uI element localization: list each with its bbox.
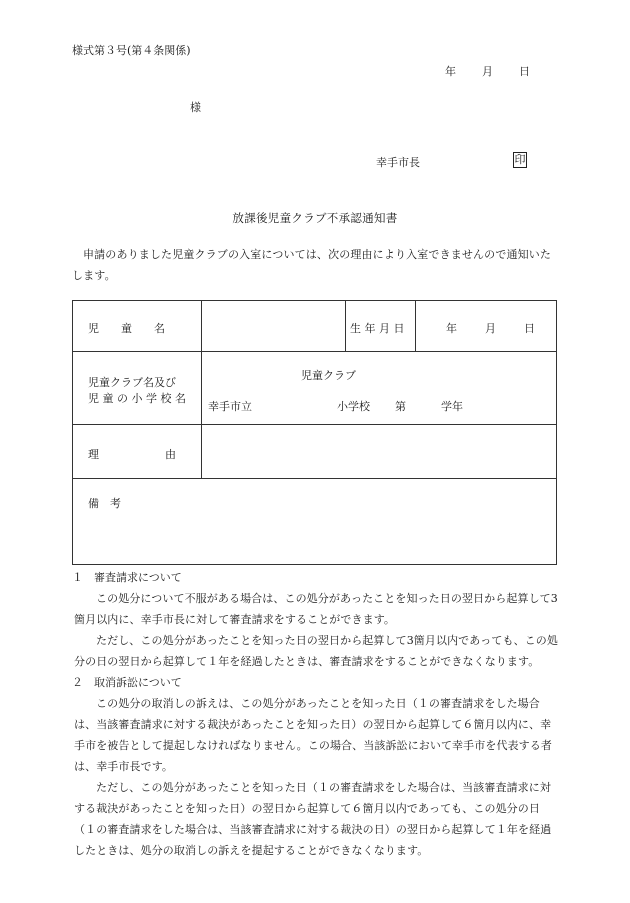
- review-request-heading: １ 審査請求について: [72, 571, 182, 584]
- applicant-table: [72, 300, 557, 565]
- form-number: 様式第３号(第４条関係): [72, 44, 191, 57]
- birth-day-label: 日: [524, 322, 535, 335]
- row-divider: [73, 478, 556, 479]
- revocation-suit-paragraph: この処分の取消しの訴えは、この処分があったことを知った日（１の審査請求をした場合は、当該審査請求に対する裁決があったことを知った日）の翌日から起算して６箇月以内に、幸手市を被告として提起しなければなりません。この場合、当該訴訟において幸手市を代表する者は、幸手市長です。: [74, 697, 552, 773]
- birth-month-label: 月: [485, 322, 496, 335]
- seal-mark: 印: [514, 153, 526, 166]
- school-suffix: 小学校: [337, 400, 370, 413]
- birthdate-value: [446, 320, 535, 336]
- row-divider: [73, 424, 556, 425]
- column-divider: [415, 301, 416, 351]
- birthdate-label: 生 年 月 日: [350, 322, 405, 335]
- club-school-label-line2: 児 童 の 小 学 校 名: [88, 392, 186, 405]
- issue-date: [445, 63, 530, 79]
- addressee: 様: [190, 101, 201, 114]
- child-name-label: 児 童 名: [88, 322, 165, 335]
- column-divider: [201, 301, 202, 478]
- revocation-suit-heading: ２ 取消訴訟について: [72, 676, 182, 689]
- date-year-label: 年: [445, 65, 456, 78]
- intro-text: 申請のありました児童クラブの入室については、次の理由により入室できませんので通知いたします。: [72, 248, 552, 282]
- grade-prefix: 第: [395, 400, 406, 413]
- club-school-label-line1: 児童クラブ名及び: [88, 376, 176, 389]
- grade-suffix: 学年: [441, 400, 463, 413]
- date-month-label: 月: [482, 65, 493, 78]
- document-title: 放課後児童クラブ不承認通知書: [232, 211, 398, 225]
- club-name-suffix: 児童クラブ: [301, 369, 356, 382]
- legal-notes: [72, 567, 558, 861]
- date-day-label: 日: [519, 65, 530, 78]
- review-request-paragraph: この処分について不服がある場合は、この処分があったことを知った日の翌日から起算して3箇月以内に、幸手市長に対して審査請求をすることができます。: [74, 592, 558, 626]
- column-divider: [345, 301, 346, 351]
- review-request-proviso: ただし、この処分があったことを知った日の翌日から起算して3箇月以内であっても、この処分の日の翌日から起算して１年を経過したときは、審査請求をすることができなくなります。: [74, 634, 558, 668]
- birth-year-label: 年: [446, 322, 457, 335]
- city-prefix: 幸手市立: [208, 400, 252, 413]
- row-divider: [73, 351, 556, 352]
- sender-name: 幸手市長: [376, 156, 420, 169]
- remarks-label: 備 考: [88, 497, 121, 510]
- reason-label: 理 由: [88, 448, 176, 461]
- revocation-suit-proviso: ただし、この処分があったことを知った日（１の審査請求をした場合は、当該審査請求に対する裁決があったことを知った日）の翌日から起算して６箇月以内であっても、この処分の日（１の審査請求をした場合は、当該審査請求に対する裁決の日）の翌日から起算して１年を経過したときは、処分の取消しの訴えを提起することができなくなります。: [74, 781, 552, 857]
